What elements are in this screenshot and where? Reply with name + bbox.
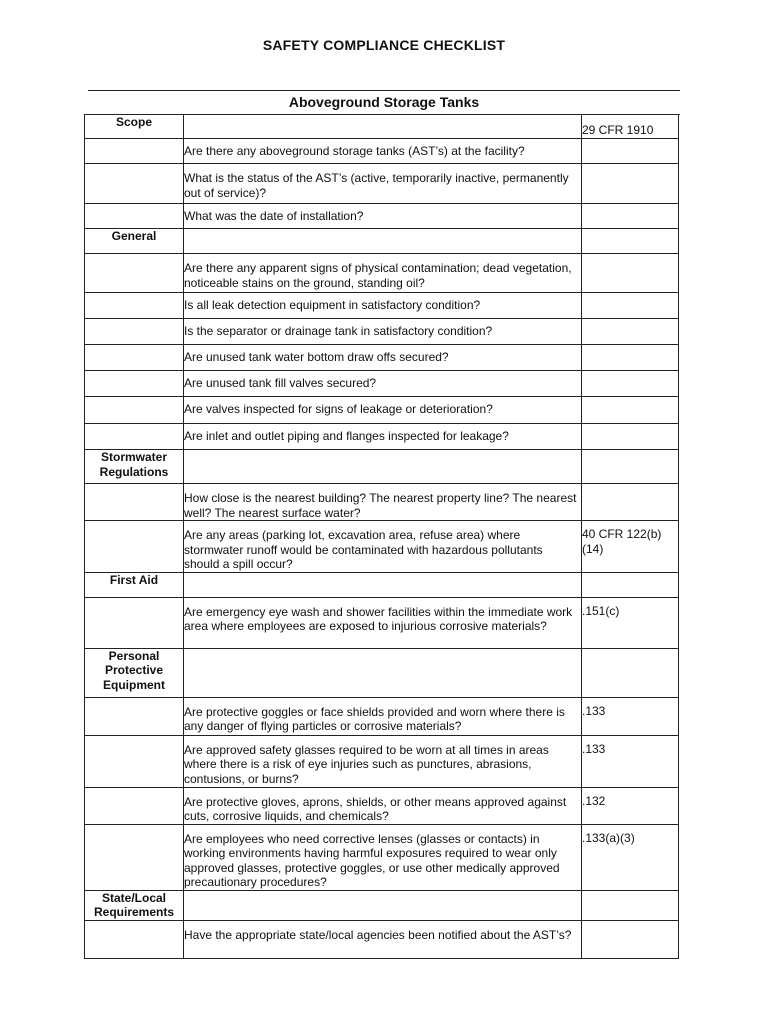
reference-cell: .133	[582, 697, 679, 735]
question-row	[85, 254, 679, 293]
reference-cell	[582, 204, 679, 229]
question-cell: Are unused tank fill valves secured?	[184, 371, 582, 397]
question-row	[85, 424, 679, 450]
question-row	[85, 521, 679, 573]
reference-cell	[582, 572, 679, 597]
question-cell: Is all leak detection equipment in satisfactory condition?	[184, 293, 582, 319]
section-cell	[85, 484, 184, 521]
question-row	[85, 319, 679, 345]
section-cell	[85, 139, 184, 164]
question-cell: Are valves inspected for signs of leakage or deterioration?	[184, 397, 582, 424]
question-row	[85, 735, 679, 787]
question-cell	[184, 648, 582, 697]
section-row	[85, 450, 679, 484]
section-row	[85, 648, 679, 697]
question-row	[85, 139, 679, 164]
reference-cell	[582, 397, 679, 424]
question-row	[85, 597, 679, 648]
question-cell: Are there any aboveground storage tanks (AST’s) at the facility?	[184, 139, 582, 164]
section-row	[85, 115, 679, 139]
reference-cell	[582, 424, 679, 450]
section-cell	[85, 397, 184, 424]
question-cell	[184, 572, 582, 597]
question-cell: Are there any apparent signs of physical contamination; dead vegetation, noticeable stains on the ground, standing oil?	[184, 254, 582, 293]
question-row	[85, 371, 679, 397]
reference-cell: 29 CFR 1910	[582, 115, 679, 139]
section-cell	[85, 164, 184, 204]
section-cell	[85, 345, 184, 371]
question-row	[85, 787, 679, 824]
reference-cell	[582, 229, 679, 254]
section-cell: Scope	[85, 115, 184, 139]
section-cell	[85, 254, 184, 293]
section-cell: General	[85, 229, 184, 254]
question-row	[85, 484, 679, 521]
question-cell	[184, 890, 582, 920]
section-cell: Personal Protective Equipment	[85, 648, 184, 697]
reference-cell	[582, 345, 679, 371]
reference-cell: 40 CFR 122(b)(14)	[582, 521, 679, 573]
section-cell	[85, 204, 184, 229]
reference-cell	[582, 450, 679, 484]
section-cell: Stormwater Regulations	[85, 450, 184, 484]
document-title: SAFETY COMPLIANCE CHECKLIST	[262, 37, 506, 53]
top-rule	[88, 90, 680, 91]
question-cell: How close is the nearest building? The nearest property line? The nearest well? The nearest surface water?	[184, 484, 582, 521]
question-row	[85, 345, 679, 371]
question-cell: Are protective goggles or face shields provided and worn where there is any danger of flying particles or corrosive materials?	[184, 697, 582, 735]
question-cell: Are inlet and outlet piping and flanges inspected for leakage?	[184, 424, 582, 450]
reference-cell: .132	[582, 787, 679, 824]
checklist-table	[84, 114, 679, 959]
section-cell	[85, 697, 184, 735]
question-cell: Is the separator or drainage tank in satisfactory condition?	[184, 319, 582, 345]
question-cell: What is the status of the AST’s (active, temporarily inactive, permanently out of service)?	[184, 164, 582, 204]
section-cell	[85, 920, 184, 958]
question-cell	[184, 229, 582, 254]
question-row	[85, 920, 679, 958]
section-cell	[85, 824, 184, 890]
question-cell: Are protective gloves, aprons, shields, or other means approved against cuts, corrosive liquids, and chemicals?	[184, 787, 582, 824]
question-cell: Are unused tank water bottom draw offs secured?	[184, 345, 582, 371]
question-cell	[184, 450, 582, 484]
question-cell: Are approved safety glasses required to be worn at all times in areas where there is a risk of eye injuries such as punctures, abrasions, contusions, or burns?	[184, 735, 582, 787]
question-cell: What was the date of installation?	[184, 204, 582, 229]
question-row	[85, 204, 679, 229]
reference-cell	[582, 920, 679, 958]
section-cell: State/Local Requirements	[85, 890, 184, 920]
reference-cell	[582, 648, 679, 697]
section-cell	[85, 597, 184, 648]
question-cell: Are any areas (parking lot, excavation area, refuse area) where stormwater runoff would be contaminated with hazardous pollutants should a spill occur?	[184, 521, 582, 573]
question-row	[85, 293, 679, 319]
section-cell	[85, 371, 184, 397]
reference-cell	[582, 371, 679, 397]
checklist-body	[85, 115, 679, 959]
section-cell	[85, 521, 184, 573]
question-row	[85, 824, 679, 890]
reference-cell	[582, 139, 679, 164]
section-cell	[85, 319, 184, 345]
reference-cell	[582, 164, 679, 204]
reference-cell: .151(c)	[582, 597, 679, 648]
question-cell: Are employees who need corrective lenses (glasses or contacts) in working environments having harmful exposures required to wear only approved glasses, protective goggles, or use other medically approved precautionary procedures?	[184, 824, 582, 890]
document-subtitle: Aboveground Storage Tanks	[288, 94, 480, 110]
section-cell	[85, 293, 184, 319]
reference-cell	[582, 890, 679, 920]
section-cell: First Aid	[85, 572, 184, 597]
reference-cell	[582, 293, 679, 319]
section-cell	[85, 787, 184, 824]
section-row	[85, 572, 679, 597]
section-row	[85, 229, 679, 254]
reference-cell: .133	[582, 735, 679, 787]
question-cell: Have the appropriate state/local agencies been notified about the AST’s?	[184, 920, 582, 958]
section-row	[85, 890, 679, 920]
reference-cell	[582, 484, 679, 521]
reference-cell: .133(a)(3)	[582, 824, 679, 890]
section-cell	[85, 735, 184, 787]
question-row	[85, 164, 679, 204]
reference-cell	[582, 254, 679, 293]
question-row	[85, 397, 679, 424]
section-cell	[85, 424, 184, 450]
question-cell	[184, 115, 582, 139]
reference-cell	[582, 319, 679, 345]
question-cell: Are emergency eye wash and shower facilities within the immediate work area where employees are exposed to injurious corrosive materials?	[184, 597, 582, 648]
question-row	[85, 697, 679, 735]
